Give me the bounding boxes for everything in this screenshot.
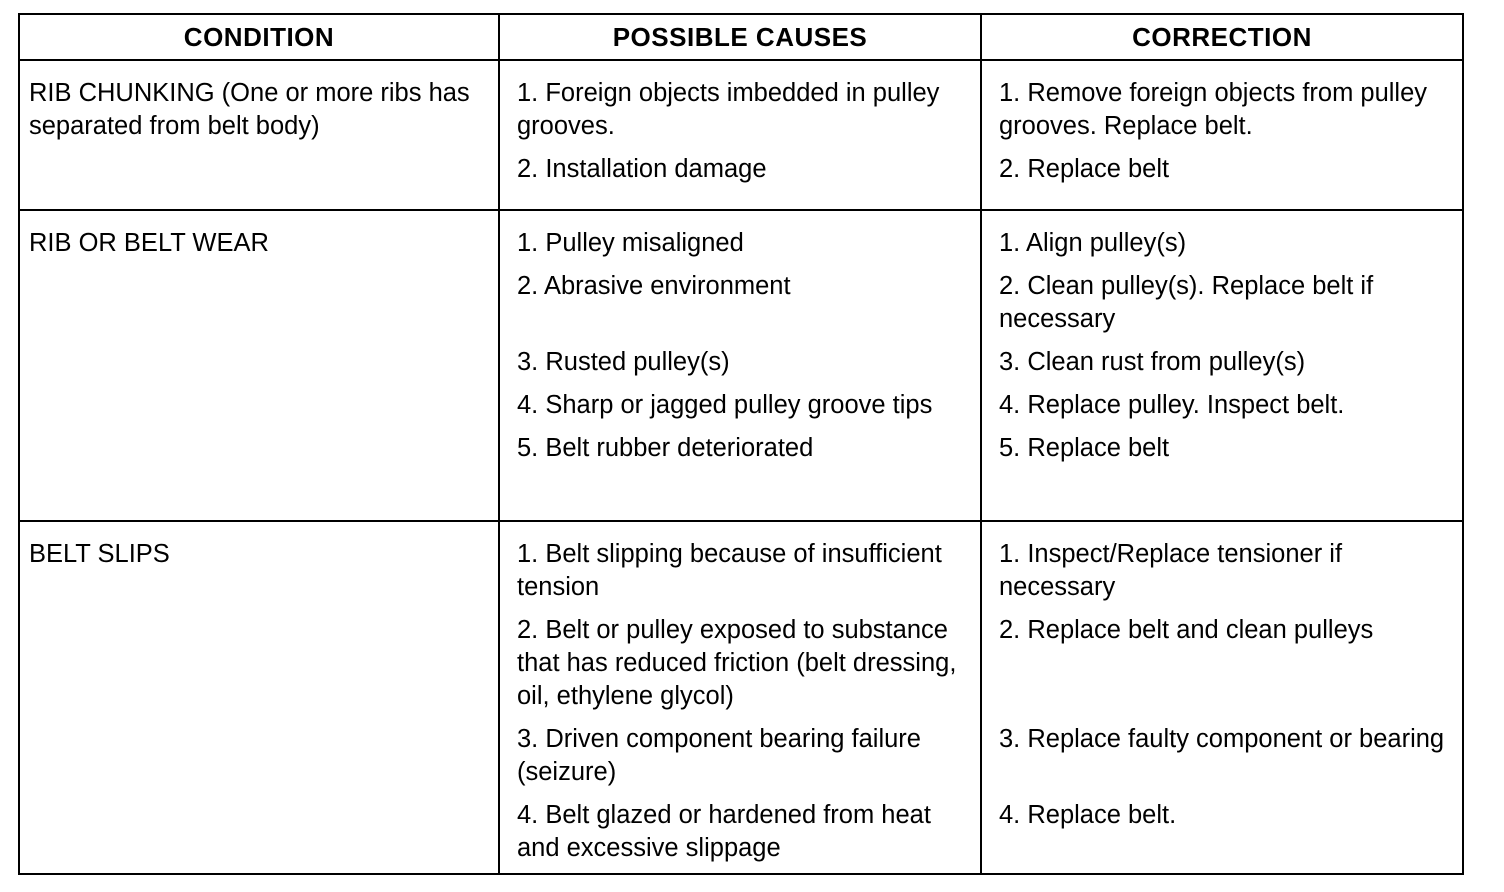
correction-item: 1. Align pulley(s) — [999, 229, 1187, 257]
header-condition: CONDITION — [19, 14, 499, 60]
table-body — [19, 60, 1463, 874]
condition-cell: RIB OR BELT WEAR — [19, 210, 499, 521]
table-header — [19, 14, 1463, 60]
correction-item: 2. Replace belt — [999, 155, 1170, 183]
causes-cell — [499, 521, 981, 874]
cause-item: 2. Installation damage — [517, 155, 767, 183]
header-row — [19, 14, 1463, 60]
condition-cell: BELT SLIPS — [19, 521, 499, 874]
correction-item: 3. Replace faulty component or bearing — [999, 725, 1445, 753]
causes-cell — [499, 60, 981, 210]
correction-item: 1. Inspect/Replace tensioner if necessary — [999, 540, 1343, 601]
table-row — [19, 60, 1463, 210]
correction-item: 3. Clean rust from pulley(s) — [999, 348, 1306, 376]
cause-item: 3. Rusted pulley(s) — [517, 348, 730, 376]
cause-item: 4. Sharp or jagged pulley groove tips — [517, 391, 933, 419]
condition-cell: RIB CHUNKING (One or more ribs has separated from belt body) — [19, 60, 499, 210]
header-possible-causes: POSSIBLE CAUSES — [499, 14, 981, 60]
belt-diagnosis-table — [18, 13, 1464, 875]
correction-item: 2. Clean pulley(s). Replace belt if necessary — [999, 272, 1374, 333]
cause-item: 1. Foreign objects imbedded in pulley grooves. — [517, 79, 940, 140]
correction-item: 4. Replace pulley. Inspect belt. — [999, 391, 1345, 419]
cause-item: 5. Belt rubber deteriorated — [517, 434, 814, 462]
correction-item: 4. Replace belt. — [999, 801, 1177, 829]
table-row — [19, 210, 1463, 521]
corrections-cell — [981, 60, 1463, 210]
correction-item: 2. Replace belt and clean pulleys — [999, 616, 1374, 644]
header-correction: CORRECTION — [981, 14, 1463, 60]
cause-item: 1. Belt slipping because of insufficient tension — [517, 540, 942, 601]
cause-item: 1. Pulley misaligned — [517, 229, 744, 257]
correction-item: 1. Remove foreign objects from pulley grooves. Replace belt. — [999, 79, 1428, 140]
cause-item: 4. Belt glazed or hardened from heat and excessive slippage — [517, 801, 931, 862]
cause-item: 3. Driven component bearing failure (seizure) — [517, 725, 921, 786]
table-row — [19, 521, 1463, 874]
corrections-cell — [981, 210, 1463, 521]
correction-item: 5. Replace belt — [999, 434, 1170, 462]
cause-item: 2. Belt or pulley exposed to substance that has reduced friction (belt dressing, oil, ethylene glycol) — [517, 616, 957, 710]
causes-cell — [499, 210, 981, 521]
cause-item: 2. Abrasive environment — [517, 272, 791, 300]
corrections-cell — [981, 521, 1463, 874]
